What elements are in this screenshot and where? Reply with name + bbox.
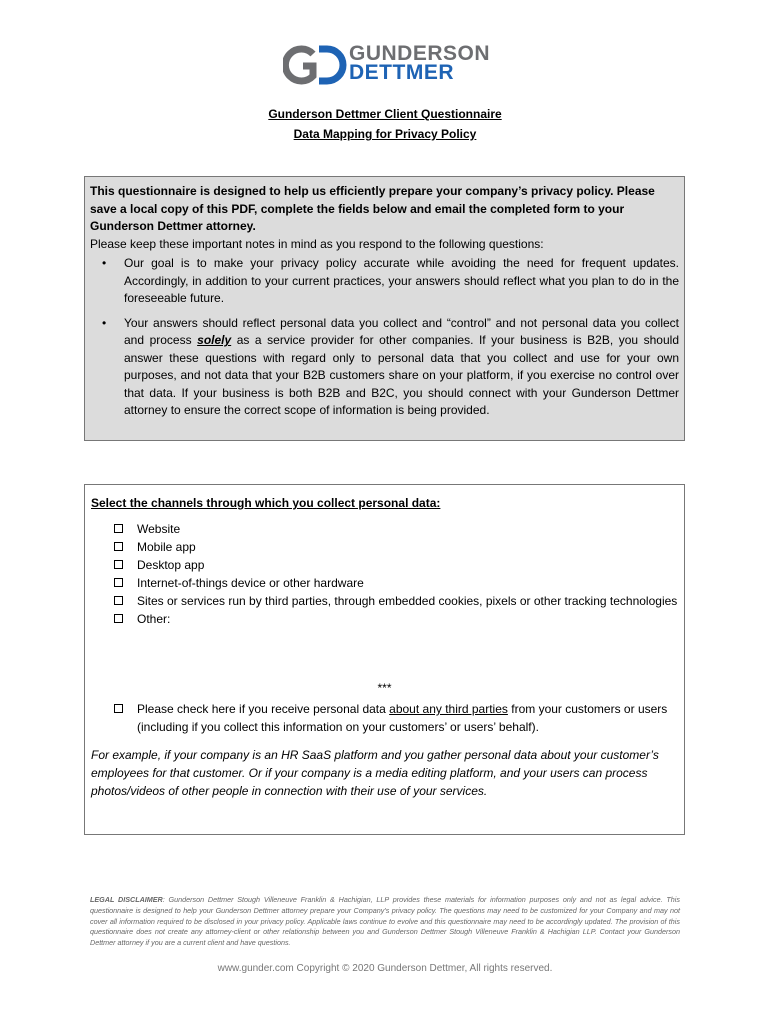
bullet-text: as a service provider for other companies. If your business is B2B, you should answer these questions with regard only to personal data that you collect and use for your own purposes, and not data that your B2B customers share on your platform, if you exercise no control over that data. If your business is both B2B and B2C, you should connect with your Gunderson Dettmer attorney to ensure the correct scope of information is being provided. (124, 333, 679, 417)
instructions-intro: This questionnaire is designed to help us efficiently prepare your company’s privacy policy. Please save a local copy of this PDF, complete the fields below and email the completed form to your Gunderson Dettmer attorney. (90, 184, 655, 233)
bullet-text: Our goal is to make your privacy policy accurate while avoiding the need for frequent updates. Accordingly, in addition to your current practices, your answers should reflect what you plan to do in the foreseeable future. (124, 256, 679, 305)
option-label: Please check here if you receive personal data (137, 702, 390, 716)
option-label: Internet-of-things device or other hardware (137, 576, 364, 590)
channel-option-website (91, 520, 678, 538)
underlined-phrase: about any third parties (389, 702, 508, 716)
desktop-app-checkbox[interactable] (114, 560, 123, 569)
mobile-app-checkbox[interactable] (114, 542, 123, 551)
instructions-lead: Please keep these important notes in mind as you respond to the following questions: (90, 236, 544, 251)
channel-option-mobile-app (91, 538, 678, 556)
logo-line2: DETTMER (349, 61, 454, 84)
channel-option-iot (91, 574, 678, 592)
option-label: from your customers or users (including if you collect this information on your customers’ or users’ behalf). (137, 702, 668, 734)
instruction-bullet (124, 255, 679, 308)
example-text: For example, if your company is an HR SaaS platform and you gather personal data about your customer’s employees for that customer. Or if your company is a media editing platform, and your users can process photos/videos of other people in connection with their use of your services. (91, 748, 659, 798)
gd-monogram-icon (283, 44, 347, 86)
emphasis-solely: solely (197, 333, 232, 347)
option-label: Other: (137, 612, 171, 626)
third-party-sites-checkbox[interactable] (114, 596, 123, 605)
third-party-data-option (91, 700, 678, 736)
third-party-data-checkbox[interactable] (114, 704, 123, 713)
legal-label: LEGAL DISCLAIMER (90, 895, 163, 904)
channel-options (91, 520, 678, 628)
page-title: Gunderson Dettmer Client Questionnaire (268, 107, 502, 121)
other-checkbox[interactable] (114, 614, 123, 623)
page-subtitle: Data Mapping for Privacy Policy (293, 127, 477, 141)
option-label: Website (137, 522, 181, 536)
channel-option-other (91, 610, 678, 628)
section-separator: *** (377, 681, 392, 695)
instruction-bullet (124, 315, 679, 420)
logo-line1: GUNDERSON (349, 42, 491, 65)
bullet-text: Your answers should reflect personal data you collect and “control” and not personal data you collect and process (124, 315, 679, 347)
option-label: Mobile app (137, 540, 196, 554)
channels-heading: Select the channels through which you collect personal data: (91, 496, 441, 510)
logo-wordmark (349, 44, 490, 82)
gunderson-dettmer-logo (283, 44, 493, 86)
channels-box (84, 484, 685, 835)
copyright-footer: www.gunder.com Copyright © 2020 Gunderson Dettmer, All rights reserved. (217, 963, 553, 974)
legal-text: : Gunderson Dettmer Stough Villeneuve Franklin & Hachigian, LLP provides these materials for information purposes only and not as legal advice. This questionnaire is designed to help your Gunderson Dettmer attorney prepare your Company’s privacy policy. The questions may need to be customized for your Company and may not cover all information required to be disclosed in your privacy policy. Applicable laws continue to evolve and this questionnaire may need to be accordingly updated. The provision of this questionnaire does not create any attorney-client or other relationship between you and Gunderson Dettmer Stough Villeneuve Franklin & Hachigian LLP. Contact your Gunderson Dettmer attorney if you are a current client and have questions. (90, 895, 680, 948)
channel-option-desktop-app (91, 556, 678, 574)
instructions-list (90, 255, 679, 420)
option-label: Sites or services run by third parties, through embedded cookies, pixels or other tracking technologies (137, 594, 678, 608)
iot-checkbox[interactable] (114, 578, 123, 587)
channel-option-third-party-sites (91, 592, 678, 610)
instructions-box (84, 176, 685, 441)
option-label: Desktop app (137, 558, 205, 572)
legal-disclaimer (90, 895, 680, 949)
website-checkbox[interactable] (114, 524, 123, 533)
